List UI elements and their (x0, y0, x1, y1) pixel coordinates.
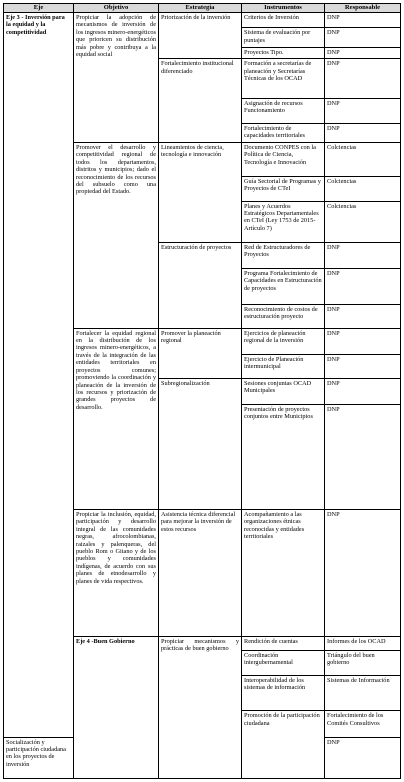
estrategia-cell: Subregionalización (159, 378, 242, 509)
responsable-cell: DNP (325, 378, 401, 404)
instrumento-cell: Reconocimiento de costos de estructuración proyecto (242, 304, 325, 328)
responsable-cell: DNP (325, 737, 401, 778)
instrumento-cell: Planes y Acuerdos Estratégicos Departamentales en CTeI (Ley 1753 de 2015-Artículo 7) (242, 201, 325, 242)
instrumento-cell: Acompañamiento a las organizaciones étnicas reconocidas y entidades territoriales (242, 509, 325, 636)
responsable-cell: DNP (325, 404, 401, 509)
estrategia-cell: Priorización de la inversión (159, 13, 242, 59)
header-objetivo: Objetivo (74, 4, 159, 13)
instrumento-cell: Sesiones conjuntas OCAD Municipales (242, 378, 325, 404)
instrumento-cell: Informes de los OCAD (325, 636, 401, 650)
instrumento-cell: Triángulo del buen gobierno (325, 651, 401, 676)
header-row (4, 4, 401, 13)
header-responsable: Responsable (325, 4, 401, 13)
responsable-cell: Colciencias (325, 143, 401, 177)
table-row (4, 13, 401, 28)
estrategia-cell: Coordinación intergubernamental (242, 651, 325, 676)
responsable-cell: DNP (325, 354, 401, 378)
header-eje: Eje (4, 4, 74, 13)
estrategia-cell: Promoción de la participación ciudadana (242, 711, 325, 779)
instrumento-cell: Sistema de evaluación por puntajes (242, 28, 325, 47)
instrumento-cell: Guía Sectorial de Programas y Proyectos de CTeI (242, 176, 325, 201)
objetivo-cell: Propiciar la adopción de mecanismos de inversión de los ingresos minero-energéticos que prioricen su distribución más pobre y contribuya a la equidad social (74, 13, 159, 143)
objetivo-cell: Fortalecer la equidad regional en la distribución de los ingresos minero-energéticos, a través de la integración de las entidades territoriales en proyectos comunes; promoviendo la coordinación y planeación de la inversión de los recursos y priorización de grandes proyectos de desarrollo. (74, 328, 159, 509)
strategy-table (3, 3, 401, 779)
instrumento-cell: Documento CONPES con la Política de Ciencia, Tecnología e Innovación (242, 143, 325, 177)
instrumento-cell: Fortalecimiento de los Comités Consultivos (325, 711, 401, 737)
estrategia-cell: Promover la planeación regional (159, 328, 242, 378)
instrumento-cell: Criterios de Inversión (242, 13, 325, 28)
instrumento-cell: Red de Estructuradores de Proyectos (242, 242, 325, 268)
responsable-cell: Colciencias (325, 201, 401, 242)
responsable-cell: DNP (325, 268, 401, 304)
responsable-cell: DNP (325, 304, 401, 328)
responsable-cell: DNP (325, 328, 401, 354)
instrumento-cell: Ejercicio de Planeación intermunicipal (242, 354, 325, 378)
instrumento-cell: Proyectos Tipo. (242, 47, 325, 59)
instrumento-cell: Socialización y participación ciudadana en los proyectos de inversión (4, 737, 74, 778)
estrategia-cell: Asistencia técnica diferencial para mejorar la inversión de estos recursos (159, 509, 242, 636)
objetivo-cell: Promover el desarrollo y competitividad regional de todos los departamentos, distritos y municipios; dado el reconocimiento de los recursos del subsuelo como una propiedad del Estado. (74, 143, 159, 329)
responsable-cell: DNP (325, 242, 401, 268)
instrumento-cell: Presentación de proyectos conjuntos entre Municipios (242, 404, 325, 509)
responsable-cell: DNP (325, 123, 401, 143)
responsable-cell: DNP (325, 13, 401, 28)
objetivo-cell: Propiciar mecanismos y prácticas de buen gobierno (159, 636, 242, 778)
estrategia-cell: Interoperabilidad de los sistemas de información (242, 676, 325, 711)
instrumento-cell: Formación a secretarías de planeación y Secretarías Técnicas de los OCAD (242, 59, 325, 98)
estrategia-cell: Estructuración de proyectos (159, 242, 242, 328)
responsable-cell: DNP (325, 509, 401, 636)
instrumento-cell: Asignación de recursos Funcionamiento (242, 98, 325, 123)
responsable-cell: DNP (325, 98, 401, 123)
responsable-cell: Colciencias (325, 176, 401, 201)
eje-cell: Eje 4 -Buen Gobierno (74, 636, 159, 778)
instrumento-cell: Sistemas de Información (325, 676, 401, 711)
estrategia-cell: Rendición de cuentas (242, 636, 325, 650)
instrumento-cell: Ejercicios de planeación regional de la inversión (242, 328, 325, 354)
instrumento-cell: Programa Fortalecimiento de Capacidades en Estructuración de proyectos (242, 268, 325, 304)
estrategia-cell: Fortalecimiento institucional diferenciado (159, 59, 242, 143)
header-estrategia: Estrategia (159, 4, 242, 13)
header-instrumentos: Instrumentos (242, 4, 325, 13)
responsable-cell: DNP (325, 28, 401, 47)
objetivo-cell: Propiciar la inclusión, equidad, participación y desarrollo integral de las comunidades negras, afrocolombianas, raizales y palenqueras, del pueblo Rom o Gitano y de los pueblos y comunidades indígenas, de acuerdo con sus planes de etnodesarrollo y planes de vida respectivos. (74, 509, 159, 636)
responsable-cell: DNP (325, 47, 401, 59)
responsable-cell: DNP (325, 59, 401, 98)
estrategia-cell: Lineamientos de ciencia, tecnología e innovación (159, 143, 242, 243)
instrumento-cell: Fortalecimiento de capacidades territoriales (242, 123, 325, 143)
eje-cell: Eje 3 - Inversión para la equidad y la competitividad (4, 13, 74, 738)
